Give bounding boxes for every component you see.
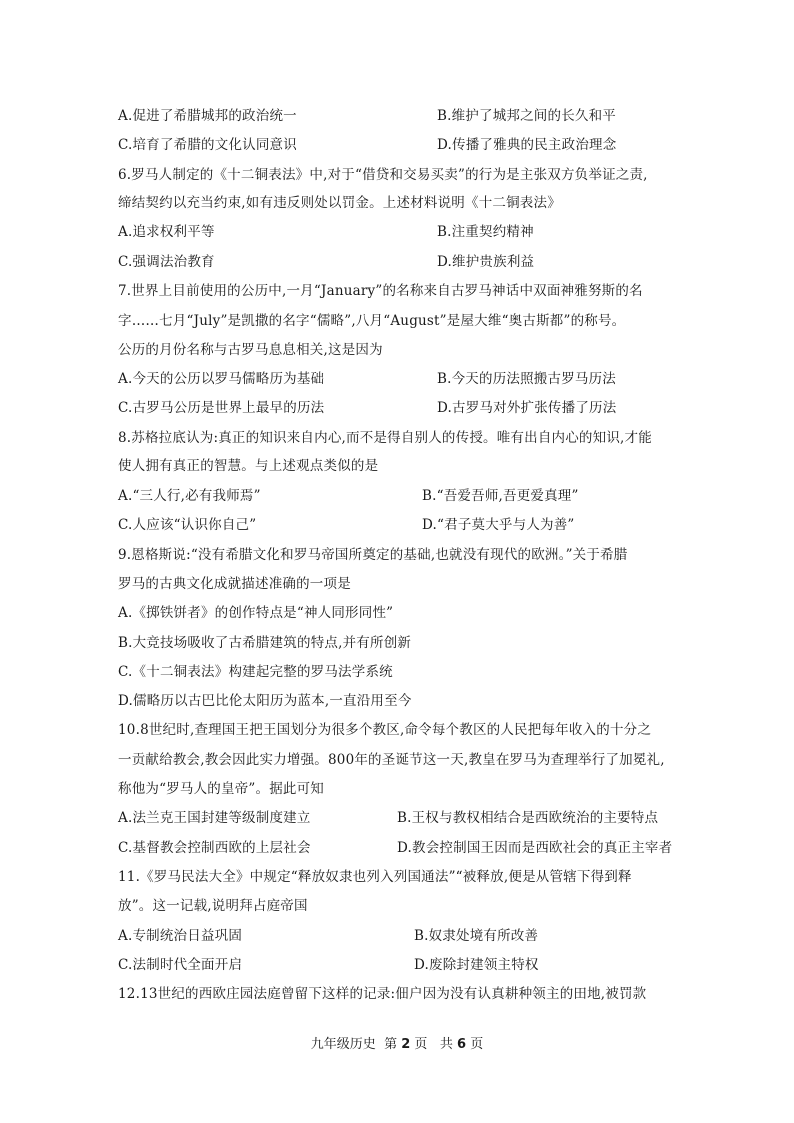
q11-option-c: C.法制时代全面开启	[118, 957, 243, 973]
footer-page-number: 2	[401, 1037, 411, 1052]
q7-option-d: D.古罗马对外扩张传播了历法	[437, 400, 617, 416]
q6-option-c: C.强调法治教育	[118, 254, 215, 270]
footer-subject: 九年级历史	[310, 1037, 376, 1052]
q7-stem-line-2: 字……七月“July”是凯撒的名字“儒略”,八月“August”是屋大维“奥古斯都”的称号。	[118, 313, 626, 329]
q8-option-d: D.“君子莫大乎与人为善”	[422, 517, 575, 533]
footer-total-unit: 页	[470, 1037, 484, 1052]
q8-option-b: B.“吾爱吾师,吾更爱真理”	[422, 488, 579, 504]
q6-stem-line-2: 缔结契约以充当约束,如有违反则处以罚金。上述材料说明《十二铜表法》	[118, 195, 561, 211]
q9-option-a: A.《掷铁饼者》的创作特点是“神人同形同性”	[118, 605, 394, 621]
q10-option-b: B.王权与教权相结合是西欧统治的主要特点	[397, 810, 659, 826]
page-footer	[0, 1036, 794, 1054]
footer-page-unit: 页	[414, 1037, 428, 1052]
q11-option-b: B.奴隶处境有所改善	[414, 928, 539, 944]
footer-page-label: 第	[384, 1037, 398, 1052]
footer-total-label: 共	[439, 1037, 453, 1052]
q10-option-c: C.基督教会控制西欧的上层社会	[118, 840, 311, 856]
q9-option-c: C.《十二铜表法》构建起完整的罗马法学系统	[118, 664, 393, 680]
q5-option-a: A.促进了希腊城邦的政治统一	[118, 108, 297, 124]
q11-stem-line-2: 放”。这一记载,说明拜占庭帝国	[118, 898, 308, 914]
q7-option-a: A.今天的公历以罗马儒略历为基础	[118, 371, 325, 387]
q6-option-d: D.维护贵族利益	[437, 254, 535, 270]
q10-option-a: A.法兰克王国封建等级制度建立	[118, 810, 311, 826]
q10-option-d: D.教会控制国王因而是西欧社会的真正主宰者	[397, 840, 673, 856]
q9-stem-line-1: 9.恩格斯说:“没有希腊文化和罗马帝国所奠定的基础,也就没有现代的欧洲。”关于希腊	[118, 547, 628, 563]
q5-option-d: D.传播了雅典的民主政治理念	[437, 137, 617, 153]
q11-option-d: D.废除封建领主特权	[414, 957, 539, 973]
q9-option-d: D.儒略历以古巴比伦太阳历为蓝本,一直沿用至今	[118, 693, 412, 709]
q8-stem-line-2: 使人拥有真正的智慧。与上述观点类似的是	[118, 458, 379, 474]
q6-option-a: A.追求权利平等	[118, 224, 215, 240]
q10-stem-line-2: 一贡献给教会,教会因此实力增强。800年的圣诞节这一天,教皇在罗马为查理举行了加冕礼,	[118, 752, 665, 768]
footer-total-number: 6	[457, 1037, 467, 1052]
q8-option-c: C.人应该“认识你自己”	[118, 517, 257, 533]
q12-stem-line-1: 12.13世纪的西欧庄园法庭曾留下这样的记录:佃户因为没有认真耕种领主的田地,被罚款	[118, 986, 647, 1002]
q7-stem-line-3: 公历的月份名称与古罗马息息相关,这是因为	[118, 342, 383, 358]
q6-option-b: B.注重契约精神	[437, 224, 534, 240]
q8-option-a: A.“三人行,必有我师焉”	[118, 488, 261, 504]
q8-stem-line-1: 8.苏格拉底认为:真正的知识来自内心,而不是得自别人的传授。唯有出自内心的知识,才能	[118, 430, 652, 446]
q9-stem-line-2: 罗马的古典文化成就描述准确的一项是	[118, 576, 351, 592]
q11-stem-line-1: 11.《罗马民法大全》中规定“释放奴隶也列入列国通法”“被释放,便是从管辖下得到释	[118, 869, 632, 885]
q11-option-a: A.专制统治日益巩固	[118, 928, 243, 944]
q7-option-c: C.古罗马公历是世界上最早的历法	[118, 400, 325, 416]
q10-stem-line-3: 称他为“罗马人的皇帝”。据此可知	[118, 781, 325, 797]
q7-option-b: B.今天的历法照搬古罗马历法	[437, 371, 617, 387]
q5-option-c: C.培育了希腊的文化认同意识	[118, 137, 297, 153]
q9-option-b: B.大竞技场吸收了古希腊建筑的特点,并有所创新	[118, 635, 412, 651]
q7-stem-line-1: 7.世界上目前使用的公历中,一月“January”的名称来自古罗马神话中双面神雅努斯的名	[118, 283, 643, 299]
q5-option-b: B.维护了城邦之间的长久和平	[437, 108, 617, 124]
q6-stem-line-1: 6.罗马人制定的《十二铜表法》中,对于“借贷和交易买卖”的行为是主张双方负举证之责,	[118, 167, 648, 183]
q10-stem-line-1: 10.8世纪时,查理国王把王国划分为很多个教区,命令每个教区的人民把每年收入的十分之	[118, 722, 652, 738]
